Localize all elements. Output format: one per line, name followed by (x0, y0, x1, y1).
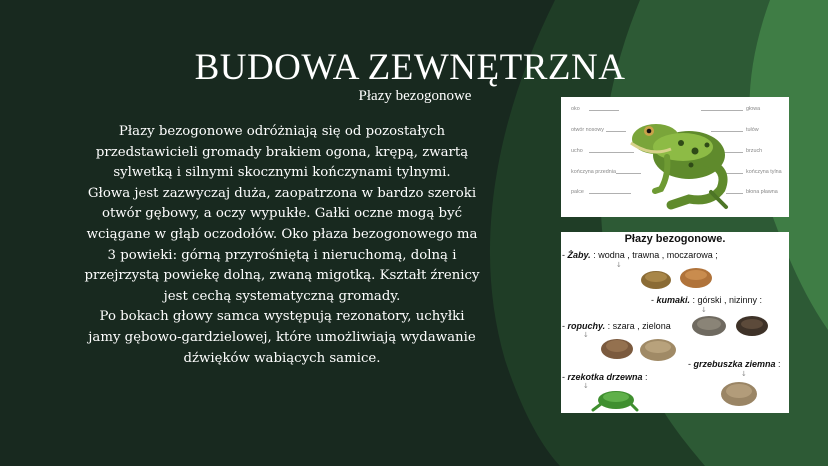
slide-title: BUDOWA ZEWNĘTRZNA (194, 47, 626, 88)
paragraph-line: dźwięków wabiących samice. (183, 350, 381, 366)
species-rzekotka: - rzekotka drzewna : (562, 372, 648, 382)
species-kumaki: - kumaki. : górski , nizinny : (651, 295, 763, 305)
label-konczyna-tylna: kończyna tylna (746, 169, 782, 175)
species-zaby: - Żaby. : wodna , trawna , moczarowa ; (562, 250, 718, 260)
arrow-down-icon: ↓ (583, 382, 589, 390)
species-panel-title: Płazy bezogonowe. (624, 233, 726, 245)
arrow-down-icon: ↓ (701, 306, 707, 314)
paragraph-line: otwór gębowy, a oczy wypukłe. Gałki oczne mogą być (101, 206, 463, 222)
label-konczyna-przednia: kończyna przednia (571, 169, 616, 175)
paragraph-line: jamy gębowo-gardzielowej, które umożliwiają wydawanie (88, 329, 476, 345)
frog-anatomy-image (561, 97, 789, 217)
paragraph-line: Głowa jest zazwyczaj duża, zaopatrzona w bardzo szeroki (87, 185, 477, 201)
label-palce: palce (571, 189, 584, 195)
species-ropuchy: - ropuchy. : szara , zielona (562, 321, 671, 331)
paragraph-line: jest cechą systematyczną gromady. (163, 288, 401, 304)
paragraph-line: 3 powieki: górną przyrośniętą i nieruchomą, dolną i (107, 247, 457, 263)
label-brzuch: brzuch (746, 148, 763, 154)
body-paragraph (52, 122, 512, 369)
paragraph-line: wciągane w głąb oczodołów. Oko płaza bezogonowego ma (86, 226, 478, 242)
species-grzebuszka: - grzebuszka ziemna : (688, 359, 781, 369)
frog-illustration (611, 107, 736, 217)
frog-species-image (561, 232, 789, 413)
label-tulow: tułów (746, 127, 759, 133)
paragraph-line: przejrzystą powiekę dolną, zwaną migotką. Kształt źrenicy (84, 268, 480, 284)
label-otwor-nosowy: otwór nosowy (571, 127, 604, 133)
paragraph-line: Płazy bezogonowe odróżniają się od pozostałych (118, 124, 446, 139)
label-oko: oko (571, 106, 580, 112)
slide-subtitle: Płazy bezogonowe (358, 88, 472, 104)
arrow-down-icon: ↓ (741, 370, 747, 378)
paragraph-line: sylwetką i silnymi skocznymi kończynami tylnymi. (113, 165, 451, 181)
arrow-down-icon: ↓ (583, 331, 589, 339)
label-blona-plawna: błona pławna (746, 189, 778, 195)
label-glowa: głowa (746, 106, 761, 112)
paragraph-line: przedstawicieli gromady brakiem ogona, krępą, zwartą (95, 144, 469, 160)
arrow-down-icon: ↓ (616, 261, 622, 269)
paragraph-line: Po bokach głowy samca występują rezonatory, uchyłki (99, 309, 465, 325)
species-illustrations (561, 232, 789, 413)
label-ucho: ucho (571, 148, 583, 154)
